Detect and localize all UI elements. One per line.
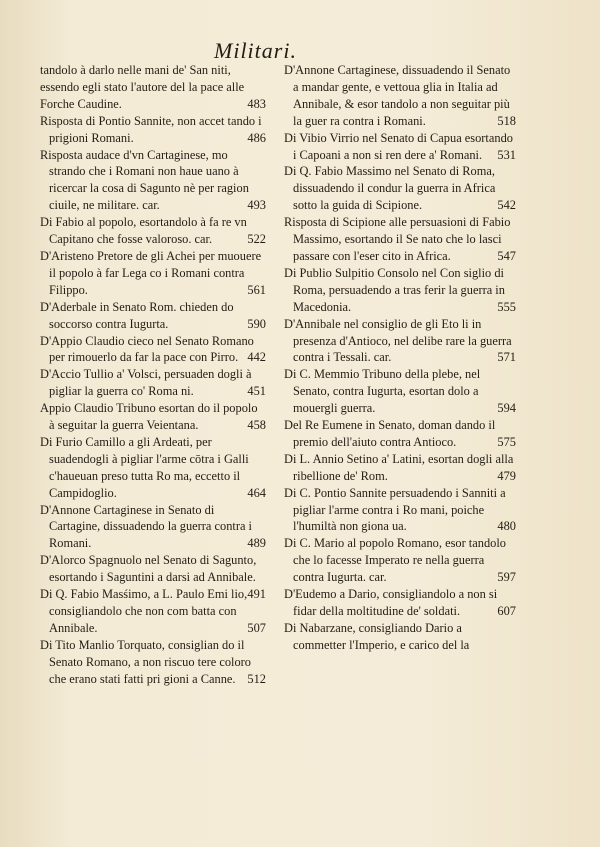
entry-text: D'Alorco Spagnuolo nel Senato di Sagunto, esortando i Saguntini a darsi ad Annibale. bbox=[40, 553, 257, 585]
page-number: 597 bbox=[497, 570, 516, 585]
entry-text: D'Accio Tullio a' Volsci, persuaden dogli à pigliar la guerra co' Roma ni. bbox=[40, 367, 252, 399]
entry-text: D'Eudemo a Dario, consigliandolo a non si fidar della moltitudine de' soldati. bbox=[284, 587, 498, 618]
entry-text: Di L. Annio Setino a' Latini, esortan dogli alla ribellione de' Rom. bbox=[284, 451, 514, 483]
index-entry bbox=[40, 62, 266, 113]
index-entry bbox=[284, 366, 516, 417]
index-entry bbox=[40, 400, 266, 434]
page-number: 607 bbox=[497, 604, 516, 618]
entry-text: Risposta di Pontio Sannite, non accet tando i prigioni Romani. bbox=[40, 113, 262, 145]
index-entry bbox=[40, 333, 266, 367]
page-number: 489 bbox=[247, 536, 266, 551]
index-entry bbox=[284, 417, 516, 451]
page-number: 594 bbox=[497, 401, 516, 416]
page-number: 575 bbox=[497, 434, 516, 449]
entry-text: Di Furio Camillo a gli Ardeati, per suadendogli à pigliar l'arme cōtra i Galli c'haueuan preso tutta Ro ma, eccetto il Campidoglio. bbox=[40, 434, 249, 500]
entry-text: D'Appio Claudio cieco nel Senato Romano per rimouerlo da far la pace con Pirro. bbox=[40, 333, 254, 365]
page-number: 542 bbox=[497, 198, 516, 213]
index-entry bbox=[284, 214, 516, 265]
running-header: Militari. bbox=[214, 38, 297, 63]
index-entry bbox=[284, 586, 516, 620]
page-number: 442 bbox=[247, 350, 266, 365]
entry-text: Di Publio Sulpitio Consolo nel Con siglio di Roma, persuadendo a tras ferir la guerra in Macedonia. bbox=[284, 265, 505, 314]
index-entry bbox=[284, 316, 516, 367]
index-entry bbox=[40, 248, 266, 299]
entry-text: Di Q. Fabio Masśimo, a L. Paulo Emi lio, consigliandolo che non com batta con Annibale. bbox=[40, 587, 248, 635]
page-number: 512 bbox=[247, 671, 266, 686]
index-entry bbox=[284, 163, 516, 214]
entry-text: Del Re Eumene in Senato, doman dando il premio dell'aiuto contra Antioco. bbox=[284, 418, 496, 449]
entry-text: Di Tito Manlio Torquato, consiglian do il Senato Romano, a non riscuo tere coloro che erano stati fatti pri gioni a Canne. bbox=[40, 637, 251, 686]
index-entry bbox=[40, 637, 266, 688]
right-column bbox=[284, 62, 516, 654]
entry-text: D'Annone Cartaginese, dissuadendo il Senato a mandar gente, e vettoua glia in Italia ad Annibale, & esor tandolo a non seguitar più la guer ra contra i Romani. bbox=[284, 63, 511, 128]
entry-text: Di C. Memmio Tribuno della plebe, nel Senato, contra Iugurta, esortan dolo a mouergli guerra. bbox=[284, 367, 481, 416]
page-number: 493 bbox=[247, 198, 266, 213]
entry-text: Di C. Pontio Sannite persuadendo i Sanniti a pigliar l'arme contra i Ro mani, poiche l'humiltà non giona ua. bbox=[284, 485, 506, 534]
entry-text: Di Fabio al popolo, esortandolo à fa re vn Capitano che fosse valoroso. car. bbox=[40, 215, 247, 247]
entry-text: D'Annibale nel consiglio de gli Eto li in presenza d'Antioco, nel delibe rare la guerra contra i Tessali. car. bbox=[284, 316, 512, 365]
entry-text: D'Aristeno Pretore de gli Achei per muouere il popolo à far Lega co i Romani contra Filippo. bbox=[40, 248, 262, 297]
index-entry bbox=[40, 586, 266, 637]
page-number: 491 bbox=[247, 587, 266, 602]
entry-text: Risposta di Scipione alle persuasioni di Fabio Massimo, esortando il Se nato che lo lasci passare con l'eser cito in Africa. bbox=[284, 215, 511, 263]
index-entry bbox=[40, 502, 266, 553]
index-entry bbox=[284, 485, 516, 536]
index-entry bbox=[40, 366, 266, 400]
entry-text: D'Annone Cartaginese in Senato di Cartagine, dissuadendo la guerra contra i Romani. bbox=[40, 502, 252, 551]
page-number: 531 bbox=[497, 147, 516, 162]
entry-text: D'Aderbale in Senato Rom. chieden do soccorso contra Iugurta. bbox=[40, 299, 234, 331]
entry-text: Risposta audace d'vn Cartaginese, mo strando che i Romani non haue uano à ricercar la cosa di Sagunto nè per ragion ciuile, ne militare. car. bbox=[40, 147, 249, 213]
index-entry bbox=[284, 535, 516, 586]
index-entry bbox=[284, 62, 516, 130]
index-entry bbox=[40, 552, 266, 602]
index-entry bbox=[284, 620, 516, 654]
page-number: 555 bbox=[497, 299, 516, 314]
page-number: 483 bbox=[247, 96, 266, 111]
page-number: 590 bbox=[247, 316, 266, 331]
page-number: 479 bbox=[497, 468, 516, 483]
page-number: 547 bbox=[497, 248, 516, 263]
index-entry bbox=[40, 147, 266, 215]
entry-text: Di Q. Fabio Massimo nel Senato di Roma, dissuadendo il condur la guerra in Africa sotto la guida di Scipione. bbox=[284, 164, 496, 213]
index-entry bbox=[284, 130, 516, 164]
index-entry bbox=[284, 265, 516, 316]
page-number: 571 bbox=[497, 350, 516, 365]
entry-text: Di C. Mario al popolo Romano, esor tandolo che lo facesse Imperato re nella guerra contra Iugurta. car. bbox=[284, 536, 506, 585]
index-entry bbox=[284, 451, 516, 485]
page-number: 507 bbox=[247, 620, 266, 635]
index-entry bbox=[40, 434, 266, 502]
index-entry bbox=[40, 214, 266, 248]
page-number: 486 bbox=[247, 130, 266, 145]
left-column bbox=[40, 62, 266, 688]
page-number: 464 bbox=[247, 485, 266, 500]
index-entry bbox=[40, 299, 266, 333]
page-number: 522 bbox=[247, 232, 266, 247]
page-number: 518 bbox=[497, 113, 516, 128]
entry-text: Di Nabarzane, consigliando Dario a commetter l'Imperio, e carico del la bbox=[284, 620, 470, 652]
page-number: 561 bbox=[247, 282, 266, 297]
index-entry bbox=[40, 113, 266, 147]
page-number: 480 bbox=[497, 519, 516, 534]
page-number: 451 bbox=[247, 384, 266, 399]
entry-text: Di Vibio Virrio nel Senato di Capua esortando i Capoani a non si ren dere a' Romani. bbox=[284, 130, 513, 162]
entry-text: tandolo à darlo nelle mani de' San niti, essendo egli stato l'autore del la pace alle Forche Caudine. bbox=[40, 63, 245, 111]
entry-text: Appio Claudio Tribuno esortan do il popolo à seguitar la guerra Veientana. bbox=[40, 401, 258, 433]
page-number: 458 bbox=[247, 418, 266, 433]
